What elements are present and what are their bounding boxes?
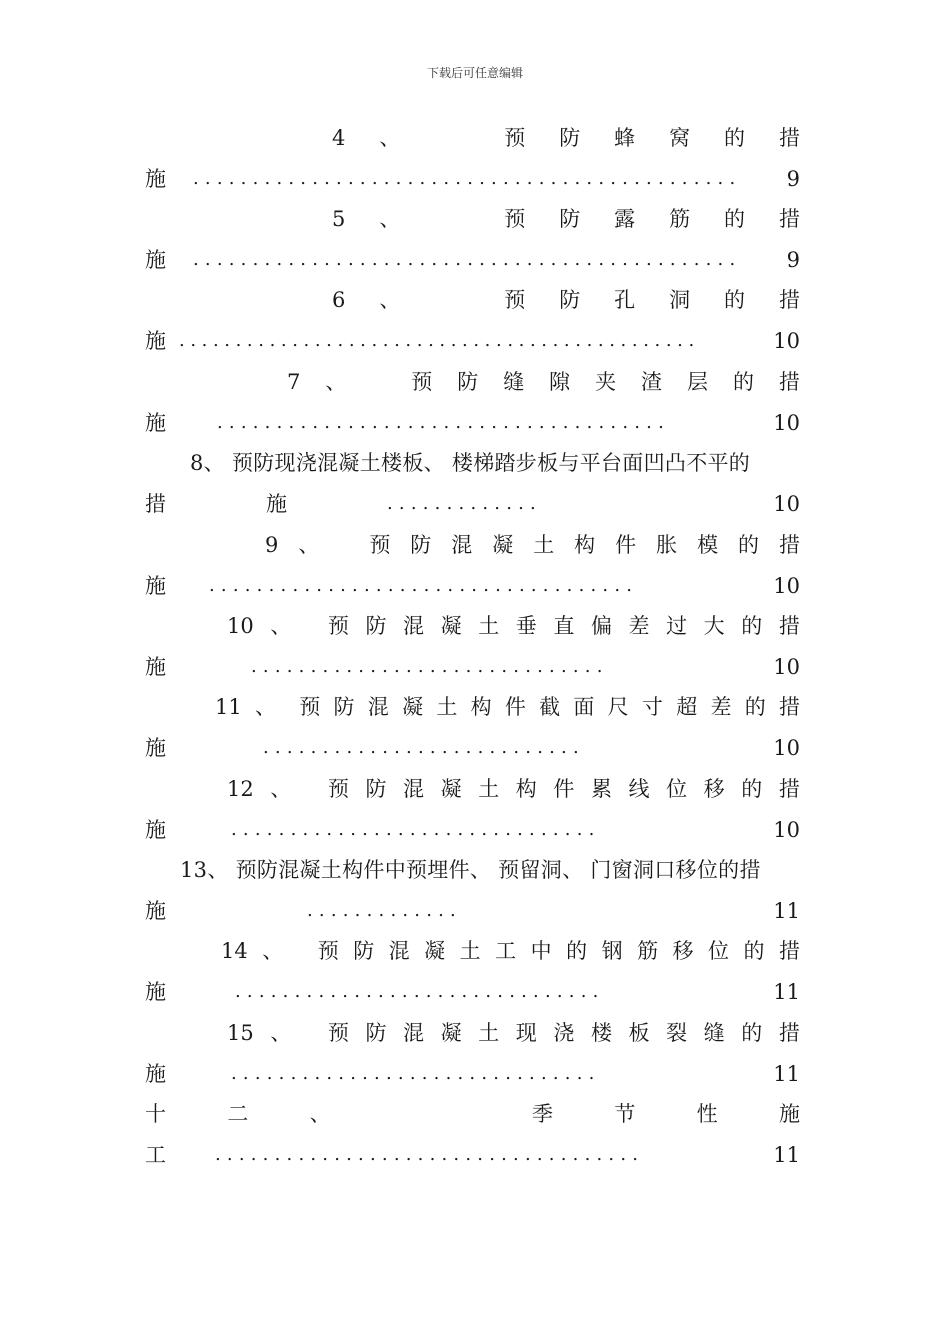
toc-page-number: 11: [773, 1143, 800, 1167]
toc-entry-12-line1[interactable]: 12 、 预 防 混 凝 土 构 件 累 线 位 移 的 措: [227, 777, 800, 801]
toc-entry-10-line1[interactable]: 10 、 预 防 混 凝 土 垂 直 偏 差 过 大 的 措: [227, 614, 800, 638]
toc-entry-11-line2[interactable]: 施 ........................... 10: [145, 732, 800, 764]
toc-num: 4: [332, 126, 346, 150]
toc-entry-8-line1[interactable]: 8、 预防现浇混凝土楼板、 楼梯踏步板与平台面凹凸不平的: [190, 451, 751, 475]
toc-leader-dots: ..............................................: [179, 330, 700, 351]
toc-entry-6-line1[interactable]: 6 、 预 防 孔 洞 的 措: [332, 288, 800, 312]
toc-entry-5-line1[interactable]: 5 、 预 防 露 筋 的 措: [332, 207, 800, 231]
toc-page-number: 10: [773, 818, 800, 842]
toc-entry-10-line2[interactable]: 施 .............................. 10: [145, 651, 800, 683]
toc-entry-9-line2[interactable]: 施 .................................... 10: [145, 570, 800, 602]
toc-entry-6-line2[interactable]: 施 .............................................. 10: [145, 325, 800, 357]
toc-page-number: 11: [773, 1062, 800, 1086]
toc-page-number: 10: [773, 411, 800, 435]
toc-section-12-line1[interactable]: 十 二 、 季 节 性 施: [145, 1102, 800, 1126]
toc-entry-12-line2[interactable]: 施 ............................... 10: [145, 814, 800, 846]
toc-leader-dots: ...............................: [235, 981, 605, 1002]
toc-entry-14-line1[interactable]: 14 、 预 防 混 凝 土 工 中 的 钢 筋 移 位 的 措: [221, 939, 800, 963]
toc-entry-7-line1[interactable]: 7 、 预 防 缝 隙 夹 渣 层 的 措: [287, 370, 800, 394]
toc-entry-13-line1[interactable]: 13、 预防混凝土构件中预埋件、 预留洞、 门窗洞口移位的措: [180, 858, 761, 882]
toc-entry-7-line2[interactable]: 施 ...................................... 10: [145, 407, 800, 439]
toc-page-number: 10: [773, 329, 800, 353]
toc-leader-dots: ......................................: [217, 412, 671, 433]
toc-entry-5-line2[interactable]: 施 .............................................. 9: [145, 244, 800, 276]
toc-leader-dots: ..............................: [251, 656, 609, 677]
toc-entry-14-line2[interactable]: 施 ............................... 11: [145, 976, 800, 1008]
toc-page-number: 10: [773, 736, 800, 760]
toc-leader-dots: ..............................................: [193, 249, 742, 270]
toc-entry-11-line1[interactable]: 11 、 预 防 混 凝 土 构 件 截 面 尺 寸 超 差 的 措: [215, 695, 800, 719]
toc-entry-15-line2[interactable]: 施 ............................... 11: [145, 1058, 800, 1090]
toc-leader-dots: ....................................: [215, 1144, 645, 1165]
toc-page-number: 10: [773, 574, 800, 598]
toc-entry-4-line2[interactable]: [145, 163, 800, 195]
toc-leader-dots: ....................................: [209, 575, 639, 596]
toc-leader-dots: ...............................: [231, 1063, 601, 1084]
toc-page-number: 11: [773, 899, 800, 923]
toc-entry-4-line1[interactable]: 4 、 预 防 蜂 窝 的 措: [332, 122, 800, 154]
toc-leader-dots: ...........................: [263, 737, 585, 758]
toc-section-12-line2[interactable]: 工 .................................... 11: [145, 1139, 800, 1171]
toc-page-number: 9: [786, 248, 800, 272]
toc-label: 施: [145, 167, 166, 191]
toc-page-number: 11: [773, 980, 800, 1004]
toc-page-number: 10: [773, 492, 800, 516]
toc-entry-8-line2[interactable]: 措 施 ............. 10: [145, 488, 800, 520]
toc-leader-dots: .............: [387, 493, 542, 514]
toc-leader-dots: ...............................: [231, 819, 601, 840]
page-header: 下载后可任意编辑: [426, 66, 523, 80]
toc-page-number: 9: [786, 167, 800, 191]
toc-entry-15-line1[interactable]: 15 、 预 防 混 凝 土 现 浇 楼 板 裂 缝 的 措: [227, 1021, 800, 1045]
toc-leader-dots: ..............................................: [193, 168, 742, 189]
toc-page-number: 10: [773, 655, 800, 679]
toc-leader-dots: .............: [307, 900, 462, 921]
toc-entry-13-line2[interactable]: 施 ............. 11: [145, 895, 800, 927]
toc-entry-9-line1[interactable]: 9 、 预 防 混 凝 土 构 件 胀 模 的 措: [265, 533, 800, 557]
